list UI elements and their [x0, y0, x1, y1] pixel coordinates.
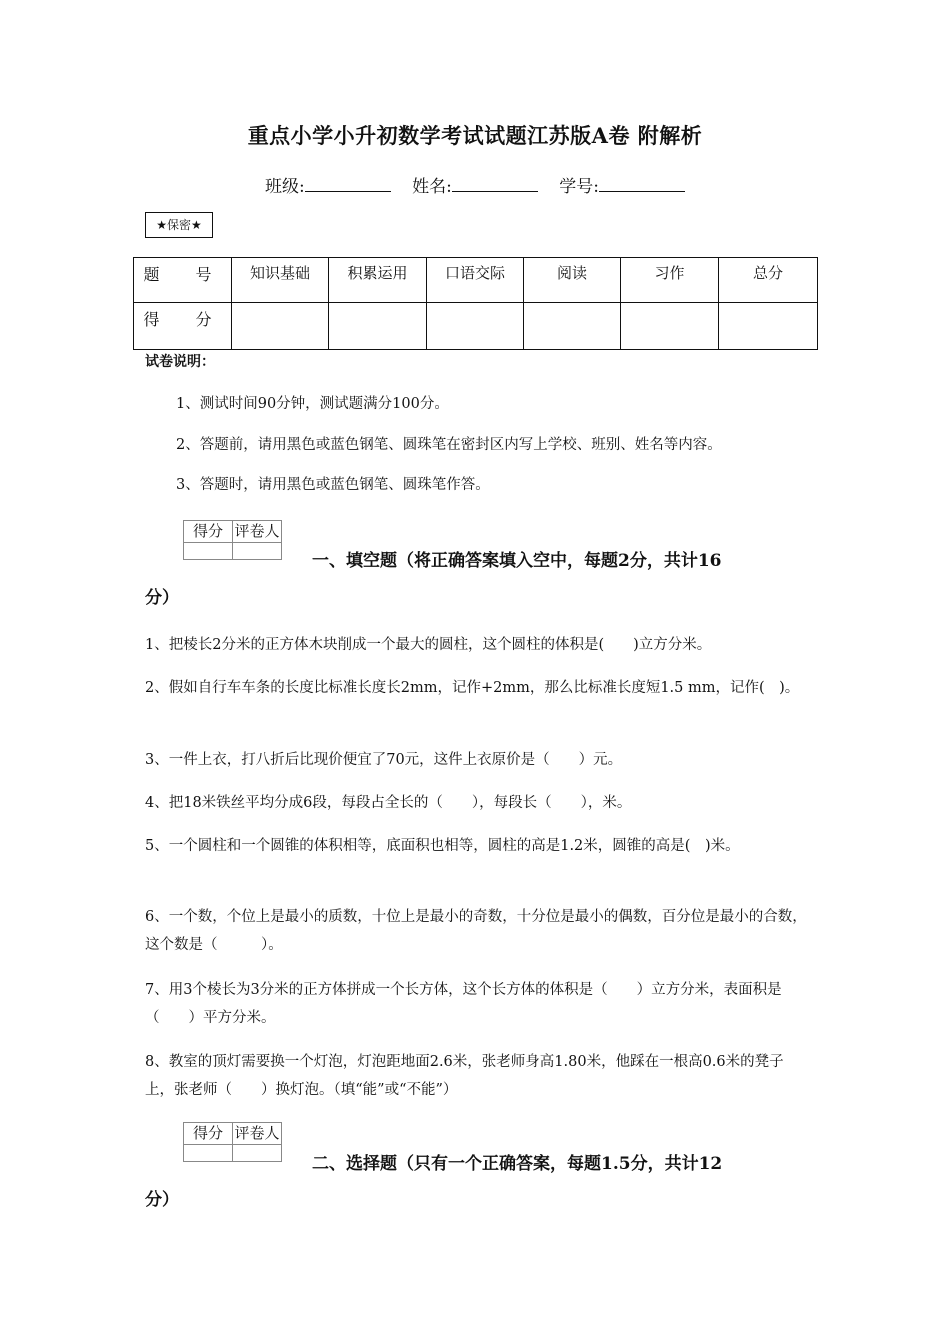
grader-score-label: 得分	[184, 1123, 233, 1145]
score-table	[133, 257, 818, 350]
confidential-badge: ★保密★	[145, 212, 213, 238]
grader-name-cell[interactable]	[233, 1145, 282, 1162]
name-field[interactable]: 姓名:	[412, 172, 538, 197]
score-table-cell: 习作	[621, 258, 719, 303]
section2-title: 二、选择题（只有一个正确答案，每题1.5分，共计12	[312, 1154, 723, 1174]
score-input-cell[interactable]	[329, 303, 427, 350]
notes-heading: 试卷说明：	[145, 354, 215, 370]
score-table-cell: 积累运用	[329, 258, 427, 303]
section1-title: 一、填空题（将正确答案填入空中，每题2分，共计16	[312, 551, 722, 571]
score-table-score-row	[134, 303, 818, 350]
score-input-cell[interactable]	[524, 303, 621, 350]
grader-box	[183, 520, 282, 560]
page-title: 重点小学小升初数学考试试题江苏版A卷 附解析	[247, 123, 703, 148]
score-table-cell: 得 分	[134, 303, 232, 350]
score-table-cell: 知识基础	[232, 258, 329, 303]
class-field[interactable]: 班级:	[265, 172, 391, 197]
score-input-cell[interactable]	[719, 303, 818, 350]
grader-score-cell[interactable]	[184, 543, 233, 560]
score-input-cell[interactable]	[232, 303, 329, 350]
question-1: 1、把棱长2分米的正方体木块削成一个最大的圆柱，这个圆柱的体积是( )立方分米。	[145, 637, 712, 653]
score-table-cell: 题 号	[134, 258, 232, 303]
question-3: 3、一件上衣，打八折后比现价便宜了70元，这件上衣原价是（ ）元。	[145, 752, 623, 768]
question-6: 6、一个数，个位上是最小的质数，十位上是最小的奇数，十分位是最小的偶数，百分位是最小的合数，这个数是（ ）。	[145, 909, 807, 953]
note-item: 3、答题时，请用黑色或蓝色钢笔、圆珠笔作答。	[176, 477, 490, 493]
note-item: 1、测试时间90分钟，测试题满分100分。	[176, 396, 449, 412]
grader-name-label: 评卷人	[233, 521, 282, 543]
grader-score-cell[interactable]	[184, 1145, 233, 1162]
note-item: 2、答题前，请用黑色或蓝色钢笔、圆珠笔在密封区内写上学校、班别、姓名等内容。	[176, 437, 722, 453]
student-id-field[interactable]: 学号:	[559, 172, 685, 197]
grader-name-cell[interactable]	[233, 543, 282, 560]
student-info-fields	[0, 172, 950, 197]
score-input-cell[interactable]	[427, 303, 524, 350]
question-2: 2、假如自行车车条的长度比标准长度长2mm，记作+2mm，那么比标准长度短1.5 mm，记作( )。	[145, 680, 800, 696]
section1-title-cont: 分）	[145, 588, 179, 608]
grader-score-label: 得分	[184, 521, 233, 543]
question-5: 5、一个圆柱和一个圆锥的体积相等，底面积也相等，圆柱的高是1.2米，圆锥的高是( )米。	[145, 838, 740, 854]
grader-box	[183, 1122, 282, 1162]
score-table-header-row	[134, 258, 818, 303]
question-7: 7、用3个棱长为3分米的正方体拼成一个长方体，这个长方体的体积是（ ）立方分米，表面积是（ ）平方分米。	[145, 982, 782, 1026]
score-table-cell: 总分	[719, 258, 818, 303]
score-input-cell[interactable]	[621, 303, 719, 350]
grader-name-label: 评卷人	[233, 1123, 282, 1145]
section2-title-cont: 分）	[145, 1190, 179, 1210]
question-4: 4、把18米铁丝平均分成6段，每段占全长的（ ），每段长（ ），米。	[145, 795, 632, 811]
score-table-cell: 口语交际	[427, 258, 524, 303]
score-table-cell: 阅读	[524, 258, 621, 303]
question-8: 8、教室的顶灯需要换一个灯泡，灯泡距地面2.6米，张老师身高1.80米，他踩在一根高0.6米的凳子上，张老师（ ）换灯泡。（填“能”或“不能”）	[145, 1054, 784, 1098]
